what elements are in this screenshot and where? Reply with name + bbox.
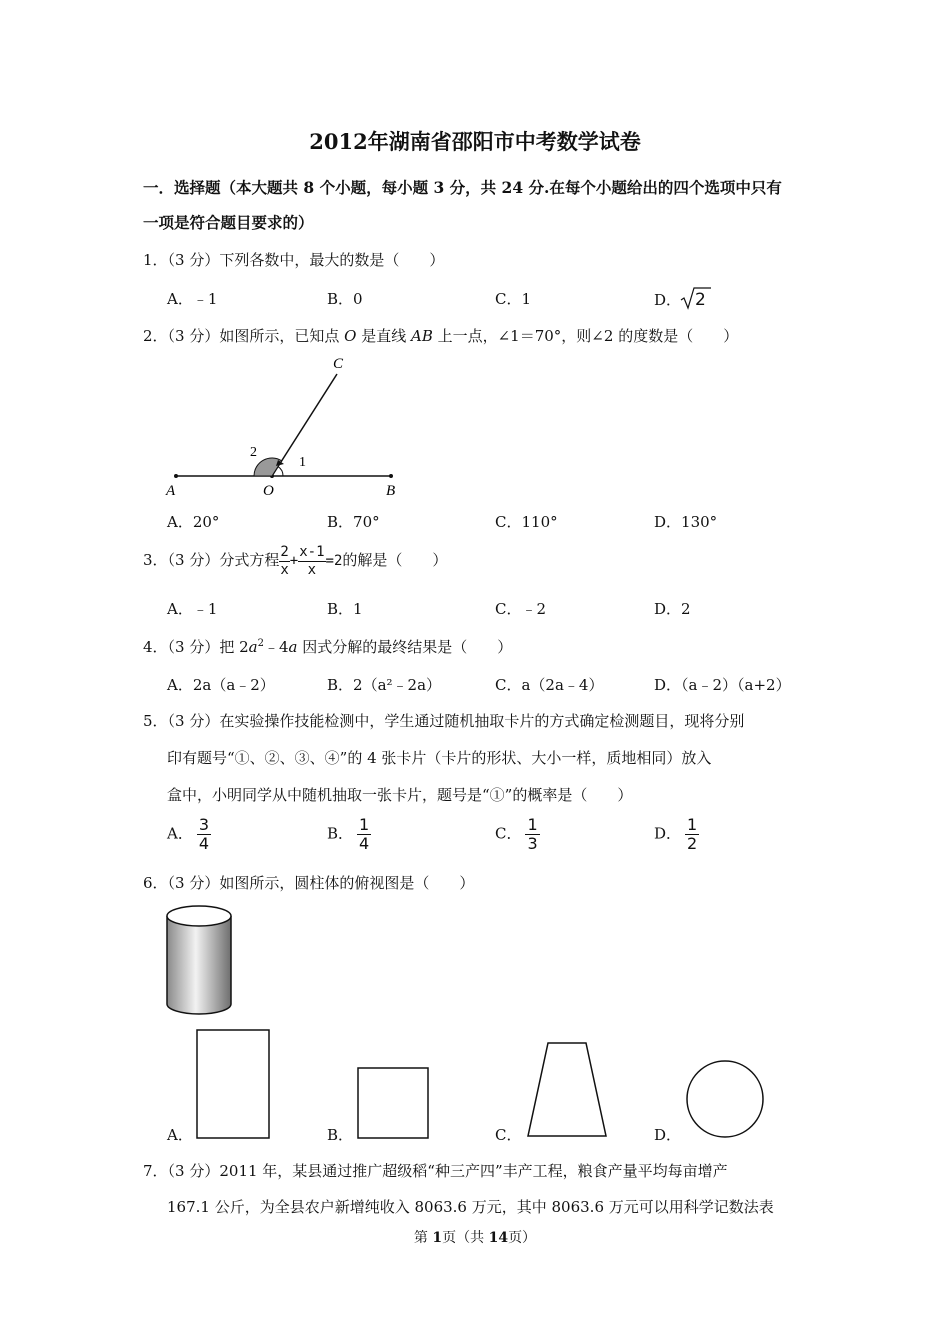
q5-option-c: C． $\frac{1}{3}$ [495, 815, 538, 853]
q7-line2: 167.1 公斤，为全县农户新增纯收入 8063.6 万元，其中 8063.6 万元可以用科学记数法表 [167, 1198, 774, 1216]
q6-option-c: C． [495, 1126, 522, 1144]
point-b [389, 474, 393, 478]
fraction: $\frac{1}{4}$ [359, 815, 370, 853]
angle1-arc [278, 467, 283, 476]
q5-option-b: B． $\frac{1}{4}$ [327, 815, 370, 853]
label-o: O [263, 483, 274, 499]
section-heading-line1: 一．选择题（本大题共 8 个小题，每小题 3 分，共 24 分.在每个小题给出的四个选项中只有 [143, 178, 782, 197]
option-d-circle [685, 1059, 767, 1141]
current-page: 1 [432, 1230, 443, 1246]
fraction: $\frac{3}{4}$ [198, 815, 210, 853]
q1-option-a: A．﹣1 [167, 290, 218, 308]
label-a: A [166, 483, 176, 499]
eq-fraction-2: $\frac{x-1}{x}$ [299, 543, 325, 578]
q5-option-a: A． $\frac{3}{4}$ [167, 815, 210, 853]
angle2-arc [254, 458, 282, 476]
section-heading-line2: 一项是符合题目要求的） [143, 213, 314, 232]
eq-fraction-1: $\frac{2}{x}$ [280, 543, 289, 578]
page-footer: 第 1页（共 14页） [413, 1230, 537, 1246]
q4-option-a: A．2a（a﹣2） [167, 676, 275, 694]
cylinder-body [167, 916, 231, 1014]
point-a [174, 474, 178, 478]
page-title: 2012年湖南省邵阳市中考数学试卷 [309, 129, 641, 154]
q1-option-d: D． 2 [654, 288, 706, 310]
sqrt-radicand: 2 [695, 290, 706, 310]
q2-angle-figure [162, 352, 402, 502]
q2-option-c: C．110° [495, 513, 558, 531]
q4-option-b: B．2（a²﹣2a） [327, 676, 442, 694]
label-c: C [333, 356, 344, 372]
q4-option-c: C．a（2a﹣4） [495, 676, 604, 694]
q5-line1: 5．（3 分）在实验操作技能检测中，学生通过随机抽取卡片的方式确定检测题目，现将分别 [143, 712, 745, 730]
q3-stem: 3．（3 分）分式方程 $\frac{2}{x}$ + $\frac{x-1}{x}$ =2的解是（ ） [143, 543, 448, 578]
fraction: $\frac{1}{2}$ [687, 815, 698, 853]
sqrt-symbol [681, 288, 706, 310]
q7-line1: 7．（3 分）2011 年，某县通过推广超级稻“种三产四”丰产工程，粮食产量平均每亩增产 [143, 1162, 728, 1180]
label-angle1: 1 [299, 455, 306, 470]
q5-option-d: D． $\frac{1}{2}$ [654, 815, 698, 853]
q3-option-b: B．1 [327, 600, 363, 618]
q2-stem: 2．（3 分）如图所示，已知点 O 是直线 AB 上一点，∠1＝70°，则∠2 的度数是（ ） [143, 327, 739, 345]
q6-stem: 6．（3 分）如图所示，圆柱体的俯视图是（ ） [143, 874, 475, 892]
q6-option-a: A． [167, 1126, 193, 1144]
fraction: $\frac{1}{3}$ [527, 815, 538, 853]
cylinder-top [167, 906, 231, 926]
q4-stem: 4．（3 分）把 $2a^2﹣4a$ 因式分解的最终结果是（ ） [143, 638, 513, 656]
q1-option-c: C．1 [495, 290, 532, 308]
total-pages: 14 [488, 1230, 509, 1246]
option-c-trapezoid [524, 1040, 614, 1140]
cylinder-figure [163, 902, 243, 1022]
q3-option-c: C．﹣2 [495, 600, 547, 618]
q5-line2: 印有题号“①、②、③、④”的 4 张卡片（卡片的形状、大小一样，质地相同）放入 [167, 749, 712, 767]
q1-option-b: B．0 [327, 290, 363, 308]
q6-option-b: B． [327, 1126, 354, 1144]
option-a-rectangle [195, 1028, 275, 1142]
q6-option-d: D． [654, 1126, 682, 1144]
label-b: B [386, 483, 396, 499]
option-b-square [356, 1066, 432, 1142]
q3-option-d: D．2 [654, 600, 691, 618]
q5-line3: 盒中，小明同学从中随机抽取一张卡片，题号是“①”的概率是（ ） [167, 786, 633, 804]
q4-option-d: D．（a﹣2）（a+2） [654, 676, 791, 694]
label-angle2: 2 [250, 445, 257, 460]
q1-stem: 1．（3 分）下列各数中，最大的数是（ ） [143, 251, 445, 269]
q2-option-a: A．20° [167, 513, 220, 531]
q3-option-a: A．﹣1 [167, 600, 218, 618]
q2-option-b: B．70° [327, 513, 380, 531]
q2-option-d: D．130° [654, 513, 718, 531]
